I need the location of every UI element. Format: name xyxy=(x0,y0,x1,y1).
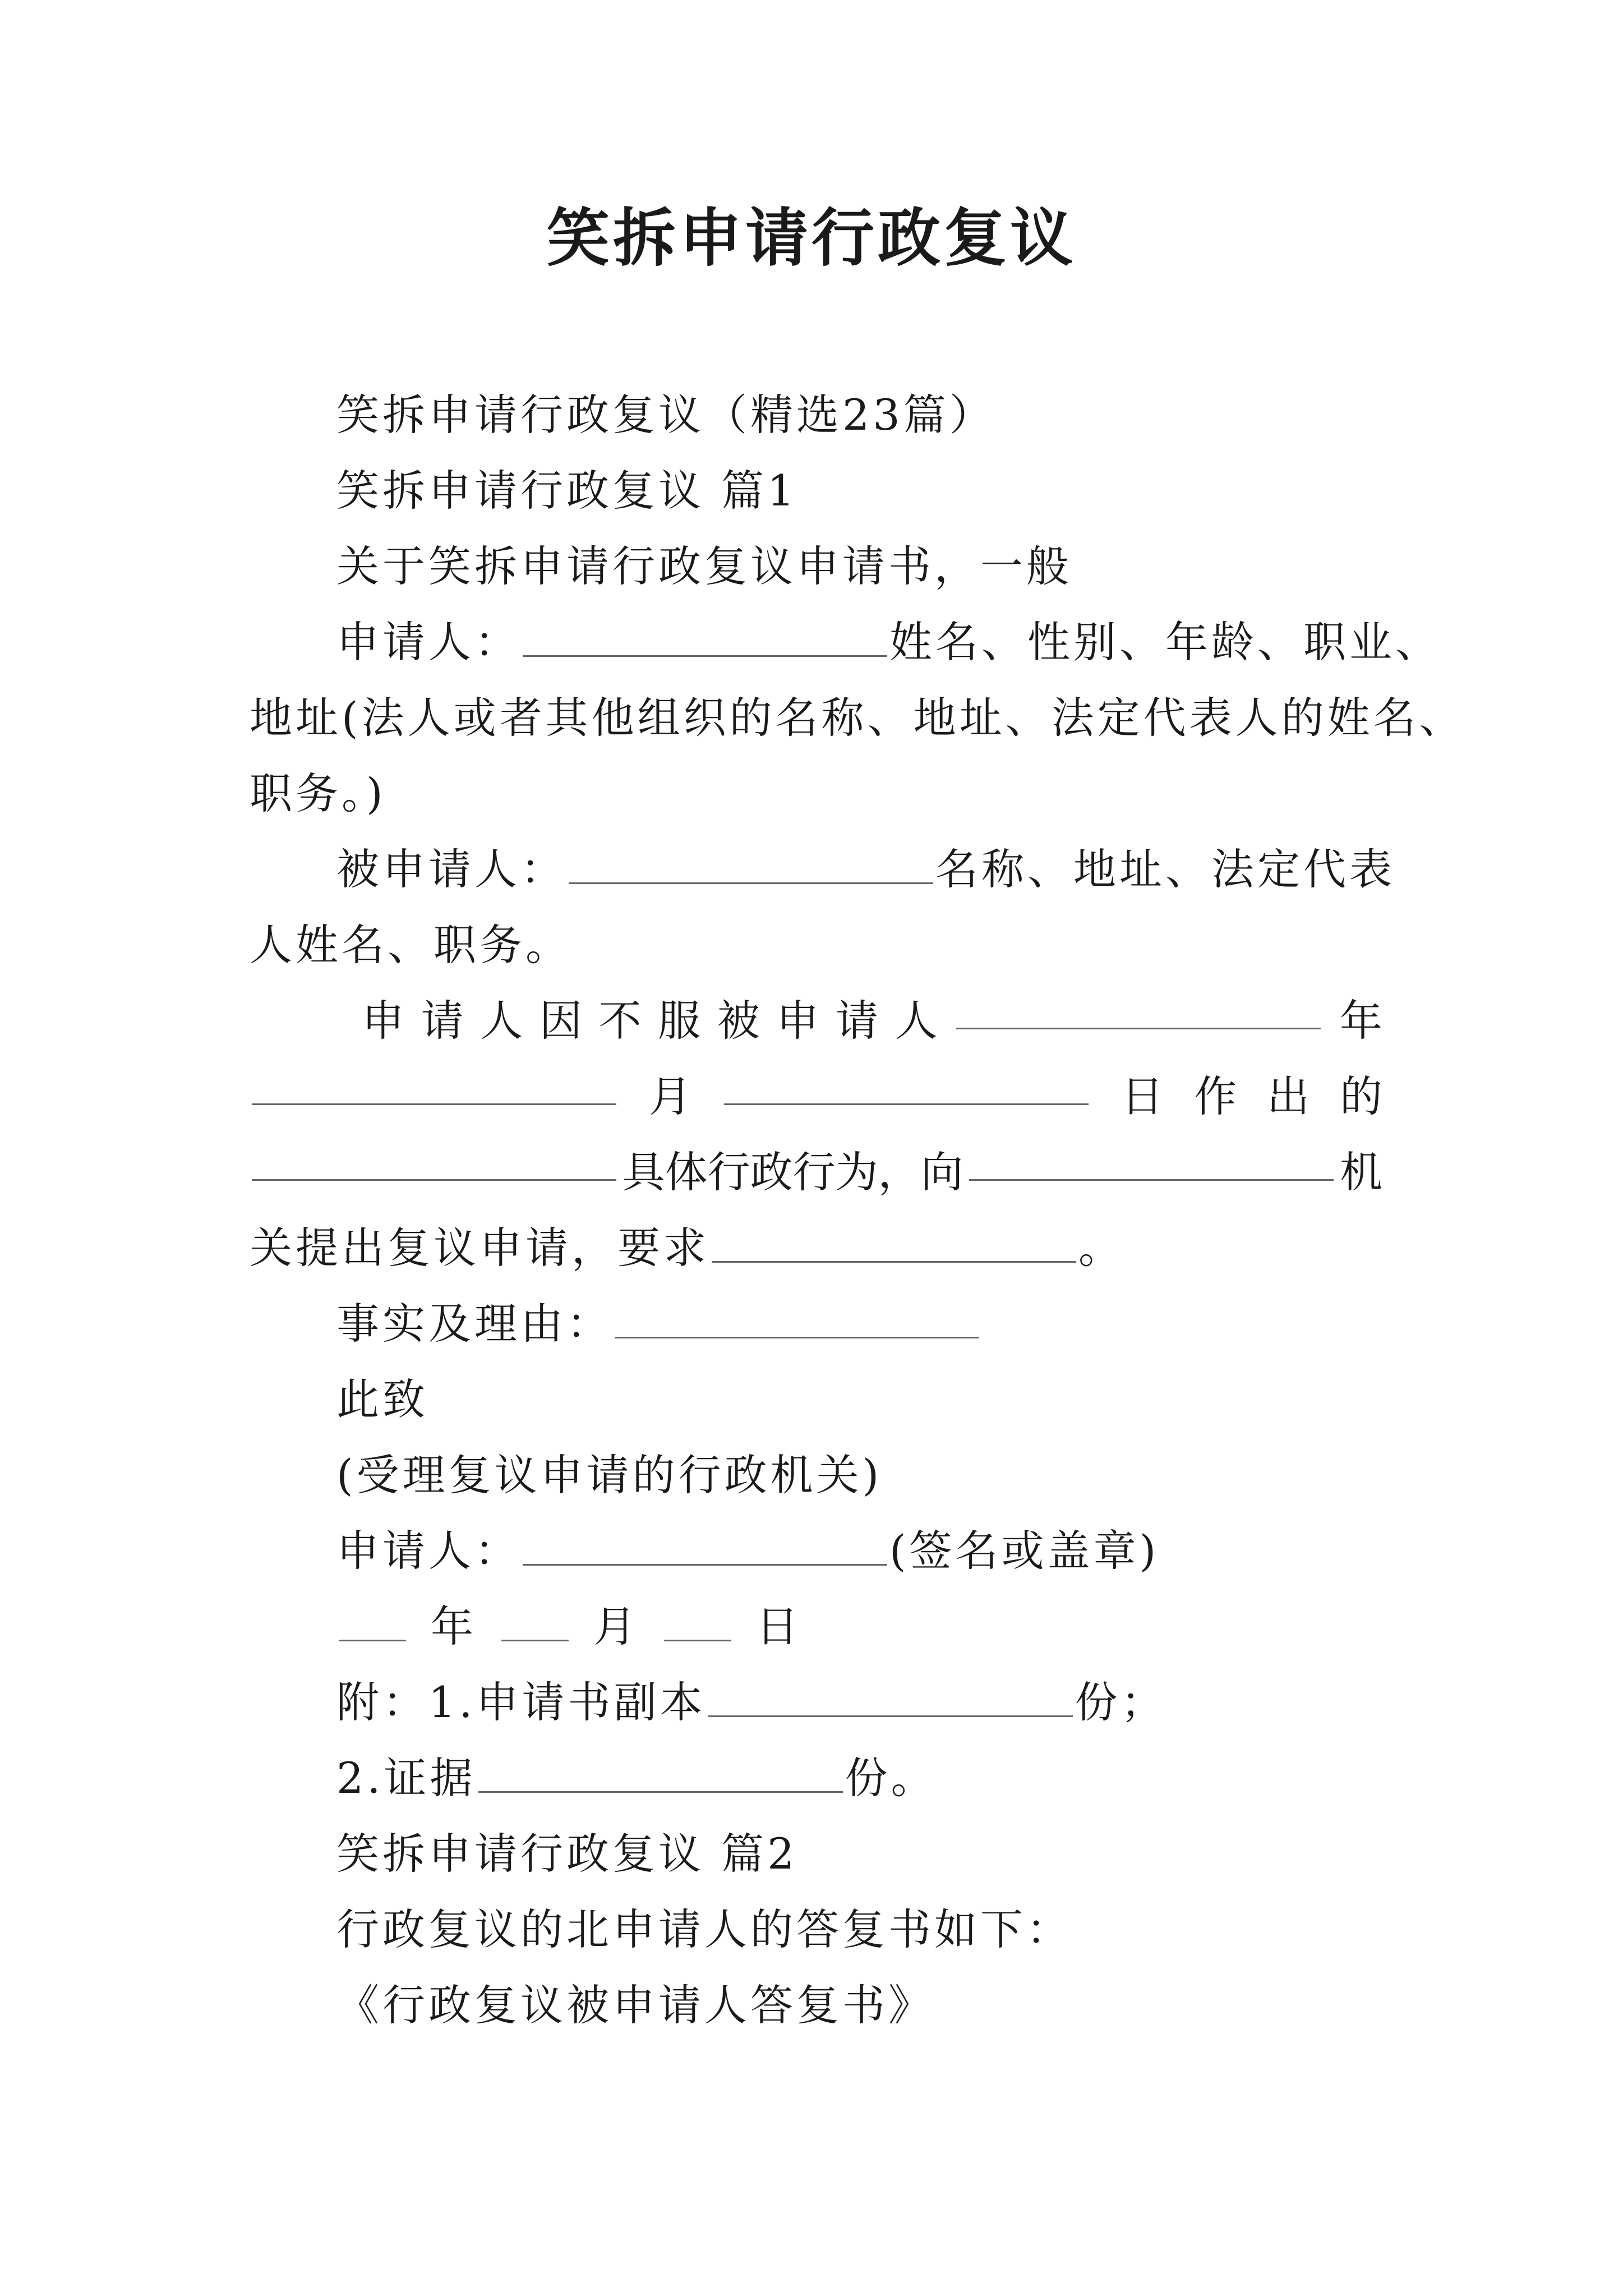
facts-label: 事实及理由： xyxy=(336,1299,612,1349)
part2-intro: 行政复议的北申请人的答复书如下： xyxy=(336,1904,1072,1954)
month-blank xyxy=(252,1069,616,1105)
respondent-blank xyxy=(569,848,933,884)
signature-blank xyxy=(523,1529,887,1566)
attachment-2-text: 2.证据 xyxy=(336,1753,476,1803)
submit-line xyxy=(250,1220,1124,1276)
day-char: 的 xyxy=(1340,1071,1382,1121)
date-month: 月 xyxy=(593,1602,639,1651)
respondent-label: 被申请人： xyxy=(336,844,566,894)
respondent-desc-line-2: 人姓名、职务。 xyxy=(250,920,571,970)
salute: 此致 xyxy=(336,1374,428,1424)
part1-heading: 笑拆申请行政复议 篇1 xyxy=(336,466,798,516)
intro-paragraph: 关于笑拆申请行政复议申请书，一般 xyxy=(336,541,1072,591)
date-day: 日 xyxy=(756,1602,802,1651)
attachment-1-end: 份； xyxy=(1075,1677,1167,1727)
because-char: 请 xyxy=(421,996,464,1046)
because-char: 因 xyxy=(539,996,582,1046)
applicant-line xyxy=(336,614,1441,670)
attachment-2-blank xyxy=(478,1756,843,1793)
month-day-line xyxy=(250,1069,1382,1125)
applicant-label: 申请人： xyxy=(336,617,520,667)
because-char: 申 xyxy=(776,996,819,1046)
attachment-2 xyxy=(336,1750,937,1806)
organ-blank xyxy=(969,1144,1334,1181)
because-char: 申 xyxy=(362,996,404,1046)
act-blank xyxy=(252,1144,616,1181)
sign-label: 申请人： xyxy=(336,1526,520,1576)
day-char: 日 xyxy=(1121,1071,1164,1121)
because-char: 服 xyxy=(658,996,701,1046)
respondent-desc: 名称、地址、法定代表 xyxy=(935,844,1395,894)
applicant-desc: 姓名、性别、年龄、职业、 xyxy=(889,617,1441,667)
submit-text: 关提出复议申请，要求 xyxy=(250,1223,709,1273)
day-blank xyxy=(724,1069,1089,1105)
because-char: 请 xyxy=(836,996,878,1046)
month-label: 月 xyxy=(649,1071,691,1121)
year-blank xyxy=(339,1605,406,1641)
part2-heading: 笑拆申请行政复议 篇2 xyxy=(336,1829,798,1879)
because-char: 不 xyxy=(598,996,642,1046)
organ-note: (受理复议申请的行政机关) xyxy=(336,1450,883,1500)
because-char: 被 xyxy=(717,996,760,1046)
part2-book-title: 《行政复议被申请人答复书》 xyxy=(336,1980,934,2030)
period: 。 xyxy=(1078,1223,1124,1273)
facts-blank xyxy=(615,1302,979,1338)
year-label: 年 xyxy=(1339,996,1382,1046)
attachment-1-text: 附：1.申请书副本 xyxy=(336,1677,706,1727)
month-short-blank xyxy=(501,1605,569,1641)
applicant-blank xyxy=(523,620,887,657)
sign-note: (签名或盖章) xyxy=(889,1526,1160,1576)
attachment-2-end: 份。 xyxy=(845,1753,937,1803)
request-blank xyxy=(712,1226,1076,1263)
date-line xyxy=(336,1599,802,1655)
because-line xyxy=(250,993,1382,1049)
date-year-blank xyxy=(956,993,1321,1029)
attachment-1 xyxy=(336,1674,1167,1731)
applicant-desc-line-3: 职务。) xyxy=(250,769,386,818)
day-char: 作 xyxy=(1194,1071,1237,1121)
document-title: 笑拆申请行政复议 xyxy=(547,201,1076,275)
day-char: 出 xyxy=(1267,1071,1310,1121)
admin-act-line xyxy=(250,1144,1382,1200)
day-short-blank xyxy=(664,1605,731,1641)
signature-line xyxy=(336,1523,1159,1579)
date-year: 年 xyxy=(431,1602,477,1651)
organ-char: 机 xyxy=(1339,1147,1382,1197)
subtitle: 笑拆申请行政复议（精选23篇） xyxy=(336,390,995,440)
because-char: 人 xyxy=(895,996,938,1046)
respondent-line xyxy=(336,841,1395,898)
because-char: 人 xyxy=(480,996,523,1046)
facts-line xyxy=(336,1296,981,1352)
applicant-desc-line-2: 地址(法人或者其他组织的名称、地址、法定代表人的姓名、 xyxy=(250,693,1465,743)
attachment-1-blank xyxy=(708,1681,1073,1717)
admin-act-text: 具体行政行为，向 xyxy=(622,1147,963,1197)
